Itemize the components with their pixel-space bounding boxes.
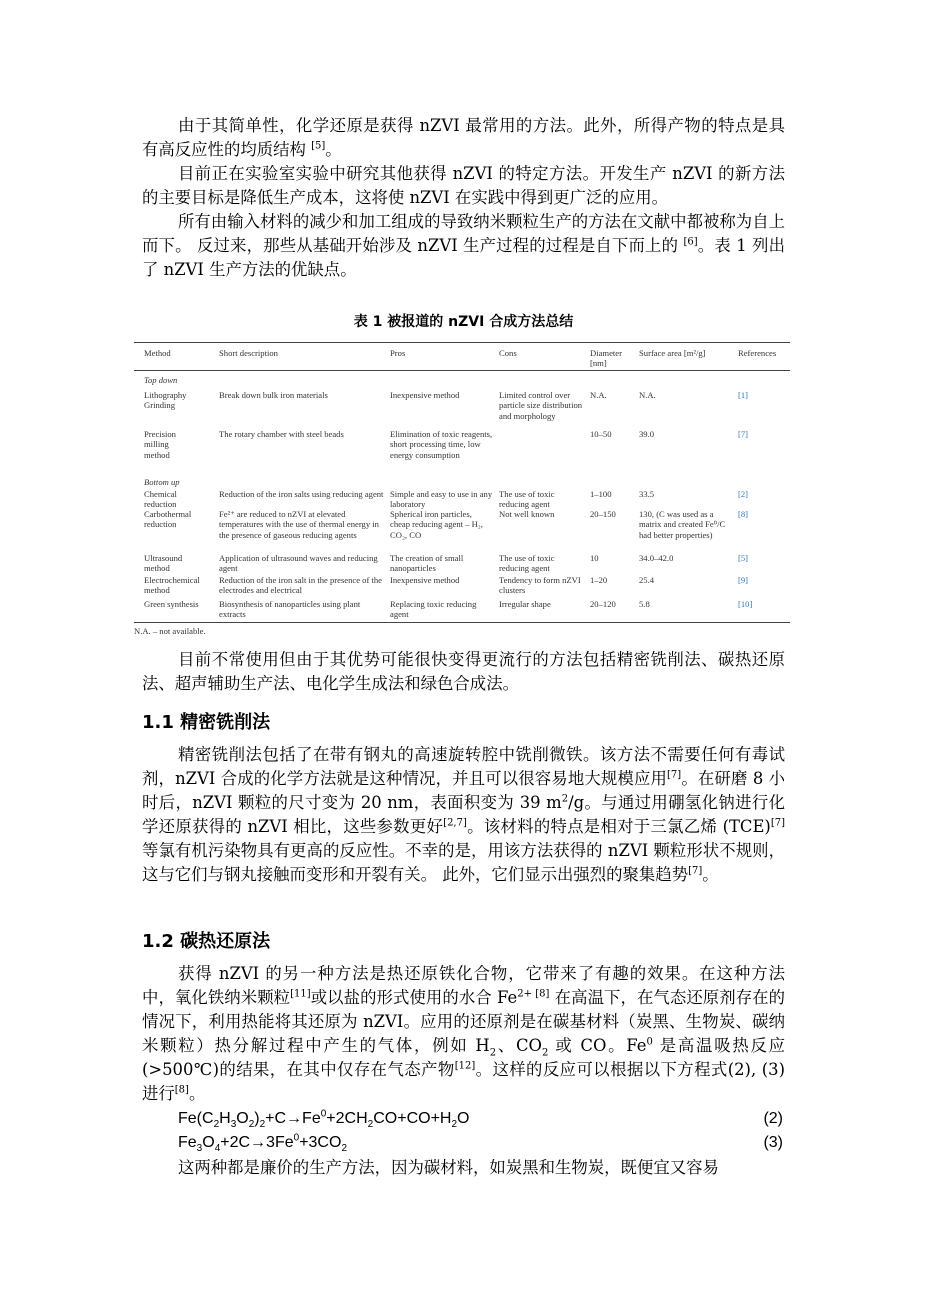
cell-pros: The creation of small nanoparticles: [390, 553, 464, 574]
cell-surface: 34.0–42.0: [639, 553, 674, 563]
superscript: 2+: [517, 988, 532, 1000]
header-pros: Pros: [390, 348, 406, 358]
cell-diameter: 1–100: [590, 489, 612, 499]
citation: [8]: [531, 988, 550, 1000]
cell-pros: Inexpensive method: [390, 390, 460, 400]
cell-pros: Elimination of toxic reagents, short processing time, low energy consumption: [390, 429, 493, 460]
cell-cons: The use of toxic reducing agent: [499, 489, 555, 510]
paragraph-2: 目前正在实验室实验中研究其他获得 nZVI 的特定方法。开发生产 nZVI 的新方法的主要目标是降低生产成本，这将使 nZVI 在实践中得到更广泛的应用。: [142, 164, 785, 207]
cell-references[interactable]: [8]: [738, 509, 749, 519]
cell-description: Biosynthesis of nanoparticles using plant extracts: [219, 599, 361, 620]
citation: [6]: [683, 236, 698, 248]
equation-3: $Fe_3O_4+2C\to 3Fe^0+3CO_2$ (3): [178, 1132, 783, 1155]
cell-surface: N.A.: [639, 390, 656, 400]
table-note: N.A. – not available.: [134, 626, 206, 636]
cell-surface: 25.4: [639, 575, 655, 585]
header-method: Method: [144, 348, 171, 358]
citation: [2,7]: [443, 817, 467, 829]
cell-cons: Tendency to form nZVI clusters: [499, 575, 581, 596]
cell-references[interactable]: [5]: [738, 553, 749, 563]
cell-diameter: 1–20: [590, 575, 608, 585]
cell-references[interactable]: [7]: [738, 429, 749, 439]
cell-method: Carbothermal reduction: [144, 509, 192, 530]
cell-pros: Spherical iron particles, cheap reducing agent – H₂, CO₂, CO: [390, 509, 483, 540]
cell-diameter: 10–50: [590, 429, 612, 439]
table-bottom-rule: [134, 622, 790, 623]
equation-number: (2): [763, 1110, 783, 1127]
subscript: 2: [541, 1047, 549, 1059]
cell-method: Lithography Grinding: [144, 390, 187, 411]
cell-description: The rotary chamber with steel beads: [219, 429, 344, 439]
cell-method: Chemical reduction: [144, 489, 177, 510]
cell-diameter: N.A.: [590, 390, 607, 400]
paragraph-last: 这两种都是廉价的生产方法，因为碳材料，如炭黑和生物炭，既便宜又容易: [178, 1158, 719, 1177]
cell-method: Ultrasound method: [144, 553, 183, 574]
cell-references[interactable]: [9]: [738, 575, 749, 585]
cell-description: Fe²⁺ are reduced to nZVI at elevated temperatures with the use of thermal energy in the presence of gaseous reducing agents: [219, 509, 379, 540]
header-surface: Surface area [m²/g]: [639, 348, 706, 358]
subscript: 2: [489, 1047, 497, 1059]
group-top-down: Top down: [144, 375, 178, 385]
citation: [5]: [311, 140, 326, 152]
citation: [8]: [174, 1084, 189, 1096]
citation: [7]: [770, 817, 785, 829]
cell-diameter: 10: [590, 553, 599, 563]
citation: [7]: [667, 769, 682, 781]
citation: [11]: [290, 988, 311, 1000]
cell-surface: 33.5: [639, 489, 655, 499]
citation: [7]: [688, 865, 703, 877]
cell-pros: Replacing toxic reducing agent: [390, 599, 477, 620]
section-heading-1-2: 1.2 碳热还原法: [142, 931, 271, 952]
cell-pros: Inexpensive method: [390, 575, 460, 585]
paragraph-1: 由于其简单性，化学还原是获得 nZVI 最常用的方法。此外，所得产物的特点是具有高反应性的均质结构 [5]。: [142, 116, 785, 159]
section-1-1-body: 精密铣削法包括了在带有钢丸的高速旋转腔中铣削微铁。该方法不需要任何有毒试剂，nZVI 合成的化学方法就是这种情况，并且可以很容易地大规模应用[7]。在研磨 8 小时后，nZVI 颗粒的尺寸变为 20 nm，表面积变为 39 $m^2/g$。与通过用硼氢化钠进行化学还原获得的 nZVI 相比，这些参数更好[2,7]。该材料的特点是相对于三氯乙烯 (TCE)[7]等氯有机污染物具有更高的反应性。不幸的是，用该方法获得的 nZVI 颗粒形状不规则，这与它们与钢丸接触而变形和开裂有关。 此外，它们显示出强烈的聚集趋势[7]。: [142, 745, 785, 884]
table-header-rule: [134, 370, 790, 371]
cell-cons: Not well known: [499, 509, 555, 519]
header-diameter: Diameter [nm]: [590, 348, 622, 369]
cell-description: Application of ultrasound waves and reducing agent: [219, 553, 378, 574]
cell-cons: Limited control over particle size distribution and morphology: [499, 390, 583, 421]
paragraph-4: 目前不常使用但由于其优势可能很快变得更流行的方法包括精密铣削法、碳热还原法、超声辅助生产法、电化学生成法和绿色合成法。: [142, 650, 785, 693]
cell-diameter: 20–120: [590, 599, 616, 609]
paragraph-3: 所有由输入材料的减少和加工组成的导致纳米颗粒生产的方法在文献中都被称为自上而下。 反过来，那些从基础开始涉及 nZVI 生产过程的过程是自下而上的 [6]。表 1 列出了 nZVI 生产方法的优缺点。: [142, 212, 785, 279]
cell-surface: 39.0: [639, 429, 655, 439]
cell-method: Electrochemical method: [144, 575, 200, 596]
equation-2: $Fe(C_2H_3O_2)_2+C\to Fe^0+2CH_2CO+CO+H_2O$ (2): [178, 1108, 783, 1131]
cell-description: Break down bulk iron materials: [219, 390, 328, 400]
header-references: References: [738, 348, 777, 358]
cell-cons: Irregular shape: [499, 599, 551, 609]
header-description: Short description: [219, 348, 278, 358]
section-1-2-body: 获得 nZVI 的另一种方法是热还原铁化合物，它带来了有趣的效果。在这种方法中，氧化铁纳米颗粒[11]或以盐的形式使用的水合 $Fe^{2+}$ [8] 在高温下，在气态还原剂存在的情况下，利用热能将其还原为 nZVI。应用的还原剂是在碳基材料（炭黑、生物炭、碳纳米颗粒）热分解过程中产生的气体，例如 $H_2$、$CO_2$ 或 CO。Fe$^0$ 是高温吸热反应(>500℃)的结果，在其中仅存在气态产物[12]。这样的反应可以根据以下方程式(2), (3)进行[8]。: [142, 964, 786, 1103]
header-cons: Cons: [499, 348, 517, 358]
citation: [12]: [454, 1060, 476, 1072]
cell-surface: 5.8: [639, 599, 650, 609]
cell-surface: 130, (C was used as a matrix and created Fe⁰/C had better properties): [639, 509, 726, 540]
cell-method: Precision milling method: [144, 429, 176, 460]
superscript: 2: [561, 793, 569, 805]
equation-number: (3): [763, 1134, 783, 1151]
cell-cons: The use of toxic reducing agent: [499, 553, 555, 574]
cell-pros: Simple and easy to use in any laboratory: [390, 489, 493, 510]
cell-references[interactable]: [1]: [738, 390, 749, 400]
cell-references[interactable]: [2]: [738, 489, 749, 499]
superscript: 0: [646, 1036, 653, 1048]
cell-diameter: 20–150: [590, 509, 616, 519]
group-bottom-up: Bottom up: [144, 477, 180, 487]
section-heading-1-1: 1.1 精密铣削法: [142, 712, 271, 733]
cell-description: Reduction of the iron salt in the presence of the electrodes and electrical: [219, 575, 382, 596]
table-top-rule: [134, 342, 790, 343]
cell-references[interactable]: [10]: [738, 599, 753, 609]
cell-method: Green synthesis: [144, 599, 199, 609]
cell-description: Reduction of the iron salts using reducing agent: [219, 489, 384, 499]
table-caption: 表 1 被报道的 nZVI 合成方法总结: [353, 314, 574, 330]
